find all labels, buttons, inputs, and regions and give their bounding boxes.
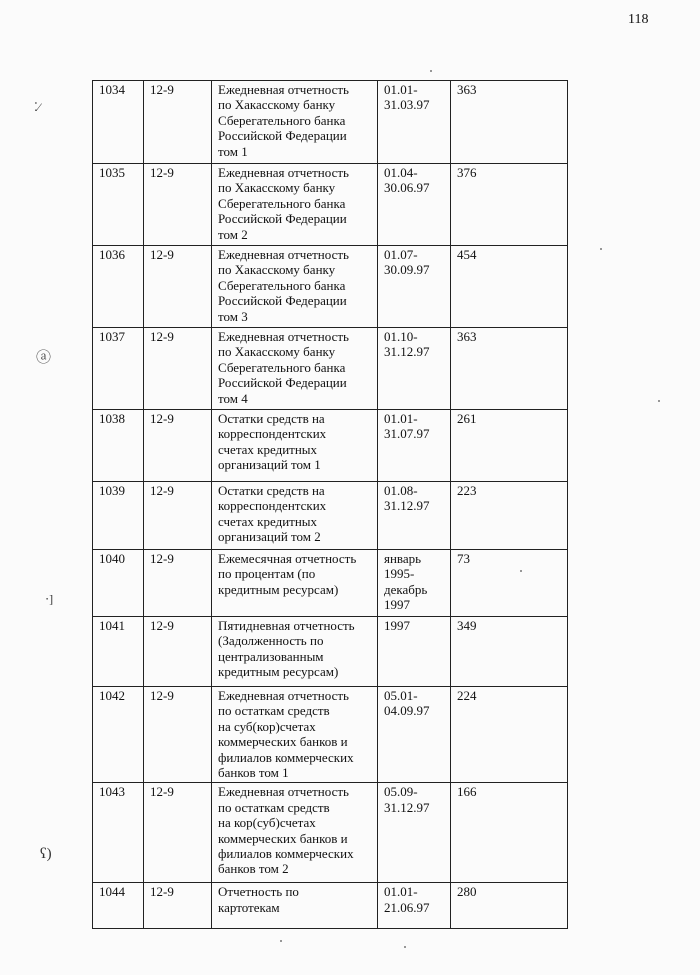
date-range-text: 05.09- 31.12.97 <box>384 784 430 815</box>
table-row <box>93 883 568 929</box>
date-range <box>378 687 451 783</box>
fund-code: 12-9 <box>144 410 212 482</box>
sheet-count: 223 <box>451 482 568 550</box>
case-title <box>212 883 378 929</box>
table-row <box>93 81 568 164</box>
fund-code: 12-9 <box>144 617 212 687</box>
case-title-text: Ежедневная отчетность по Хакасскому банку Сберегательного банка Российской Федерации том 1 <box>218 82 349 159</box>
fund-code: 12-9 <box>144 687 212 783</box>
date-range-text: 01.01- 31.07.97 <box>384 411 430 442</box>
fund-code: 12-9 <box>144 883 212 929</box>
case-number: 1038 <box>93 410 144 482</box>
case-number: 1042 <box>93 687 144 783</box>
date-range <box>378 482 451 550</box>
date-range-text: 01.04- 30.06.97 <box>384 165 430 196</box>
sheet-count: 376 <box>451 164 568 246</box>
date-range-text: 01.01- 31.03.97 <box>384 82 430 113</box>
scan-dot-icon <box>280 940 282 942</box>
fund-code: 12-9 <box>144 783 212 883</box>
case-title <box>212 550 378 617</box>
sheet-count: 73 <box>451 550 568 617</box>
case-title-text: Ежедневная отчетность по Хакасскому банку Сберегательного банка Российской Федерации том 3 <box>218 247 349 324</box>
table-row <box>93 246 568 328</box>
case-title <box>212 783 378 883</box>
table-row <box>93 328 568 410</box>
case-title <box>212 81 378 164</box>
table-row <box>93 482 568 550</box>
table-row <box>93 687 568 783</box>
date-range <box>378 883 451 929</box>
date-range-text: 01.08- 31.12.97 <box>384 483 430 514</box>
case-number: 1041 <box>93 617 144 687</box>
fund-code: 12-9 <box>144 164 212 246</box>
scan-dot-icon <box>404 946 406 948</box>
scan-mark-icon: ʕ) <box>40 846 52 862</box>
table-row <box>93 410 568 482</box>
scan-mark-icon: ⓐ <box>36 350 52 366</box>
case-title-text: Ежедневная отчетность по остаткам средств на кор(суб)счетах коммерческих банков и филиалов коммерческих банков том 2 <box>218 784 354 877</box>
date-range <box>378 81 451 164</box>
sheet-count: 454 <box>451 246 568 328</box>
fund-code: 12-9 <box>144 246 212 328</box>
case-number: 1040 <box>93 550 144 617</box>
case-number: 1039 <box>93 482 144 550</box>
case-title-text: Отчетность по картотекам <box>218 884 299 915</box>
sheet-count: 166 <box>451 783 568 883</box>
date-range-text: 01.07- 30.09.97 <box>384 247 430 278</box>
case-title-text: Ежедневная отчетность по Хакасскому банку Сберегательного банка Российской Федерации том 4 <box>218 329 349 406</box>
scan-dot-icon <box>658 400 660 402</box>
case-title-text: Ежемесячная отчетность по процентам (по кредитным ресурсам) <box>218 551 357 597</box>
sheet-count: 349 <box>451 617 568 687</box>
date-range <box>378 550 451 617</box>
case-title <box>212 687 378 783</box>
date-range-text: 1997 <box>384 618 410 633</box>
fund-code: 12-9 <box>144 482 212 550</box>
date-range-text: январь 1995- декабрь 1997 <box>384 551 428 613</box>
date-range <box>378 783 451 883</box>
sheet-count: 224 <box>451 687 568 783</box>
inventory-table <box>92 80 568 929</box>
scan-dot-icon <box>520 570 522 572</box>
date-range-text: 01.01- 21.06.97 <box>384 884 430 915</box>
case-number: 1035 <box>93 164 144 246</box>
case-title <box>212 246 378 328</box>
scan-dot-icon <box>600 248 602 250</box>
case-title <box>212 617 378 687</box>
case-title <box>212 410 378 482</box>
case-title <box>212 164 378 246</box>
case-number: 1034 <box>93 81 144 164</box>
date-range <box>378 164 451 246</box>
case-title-text: Остатки средств на корреспондентских счетах кредитных организаций том 2 <box>218 483 327 545</box>
table-row <box>93 783 568 883</box>
case-title <box>212 482 378 550</box>
fund-code: 12-9 <box>144 81 212 164</box>
case-number: 1043 <box>93 783 144 883</box>
scan-mark-icon: ⁚⁄ <box>34 100 40 114</box>
date-range <box>378 410 451 482</box>
fund-code: 12-9 <box>144 328 212 410</box>
case-number: 1037 <box>93 328 144 410</box>
table-row <box>93 617 568 687</box>
sheet-count: 363 <box>451 328 568 410</box>
date-range-text: 01.10- 31.12.97 <box>384 329 430 360</box>
scan-mark-icon: ⋅] <box>45 592 54 606</box>
date-range <box>378 246 451 328</box>
table-row <box>93 550 568 617</box>
case-title-text: Ежедневная отчетность по остаткам средств на суб(кор)счетах коммерческих банков и филиалов коммерческих банков том 1 <box>218 688 354 781</box>
date-range <box>378 328 451 410</box>
sheet-count: 261 <box>451 410 568 482</box>
case-title-text: Пятидневная отчетность (Задолженность по централизованным кредитным ресурсам) <box>218 618 355 680</box>
sheet-count: 363 <box>451 81 568 164</box>
date-range <box>378 617 451 687</box>
table-row <box>93 164 568 246</box>
case-title <box>212 328 378 410</box>
case-title-text: Остатки средств на корреспондентских счетах кредитных организаций том 1 <box>218 411 327 473</box>
page-number: 118 <box>628 12 649 27</box>
case-number: 1036 <box>93 246 144 328</box>
sheet-count: 280 <box>451 883 568 929</box>
fund-code: 12-9 <box>144 550 212 617</box>
inventory-rows <box>93 81 568 929</box>
case-number: 1044 <box>93 883 144 929</box>
scan-dot-icon <box>430 70 432 72</box>
date-range-text: 05.01- 04.09.97 <box>384 688 430 719</box>
case-title-text: Ежедневная отчетность по Хакасскому банку Сберегательного банка Российской Федерации том 2 <box>218 165 349 242</box>
